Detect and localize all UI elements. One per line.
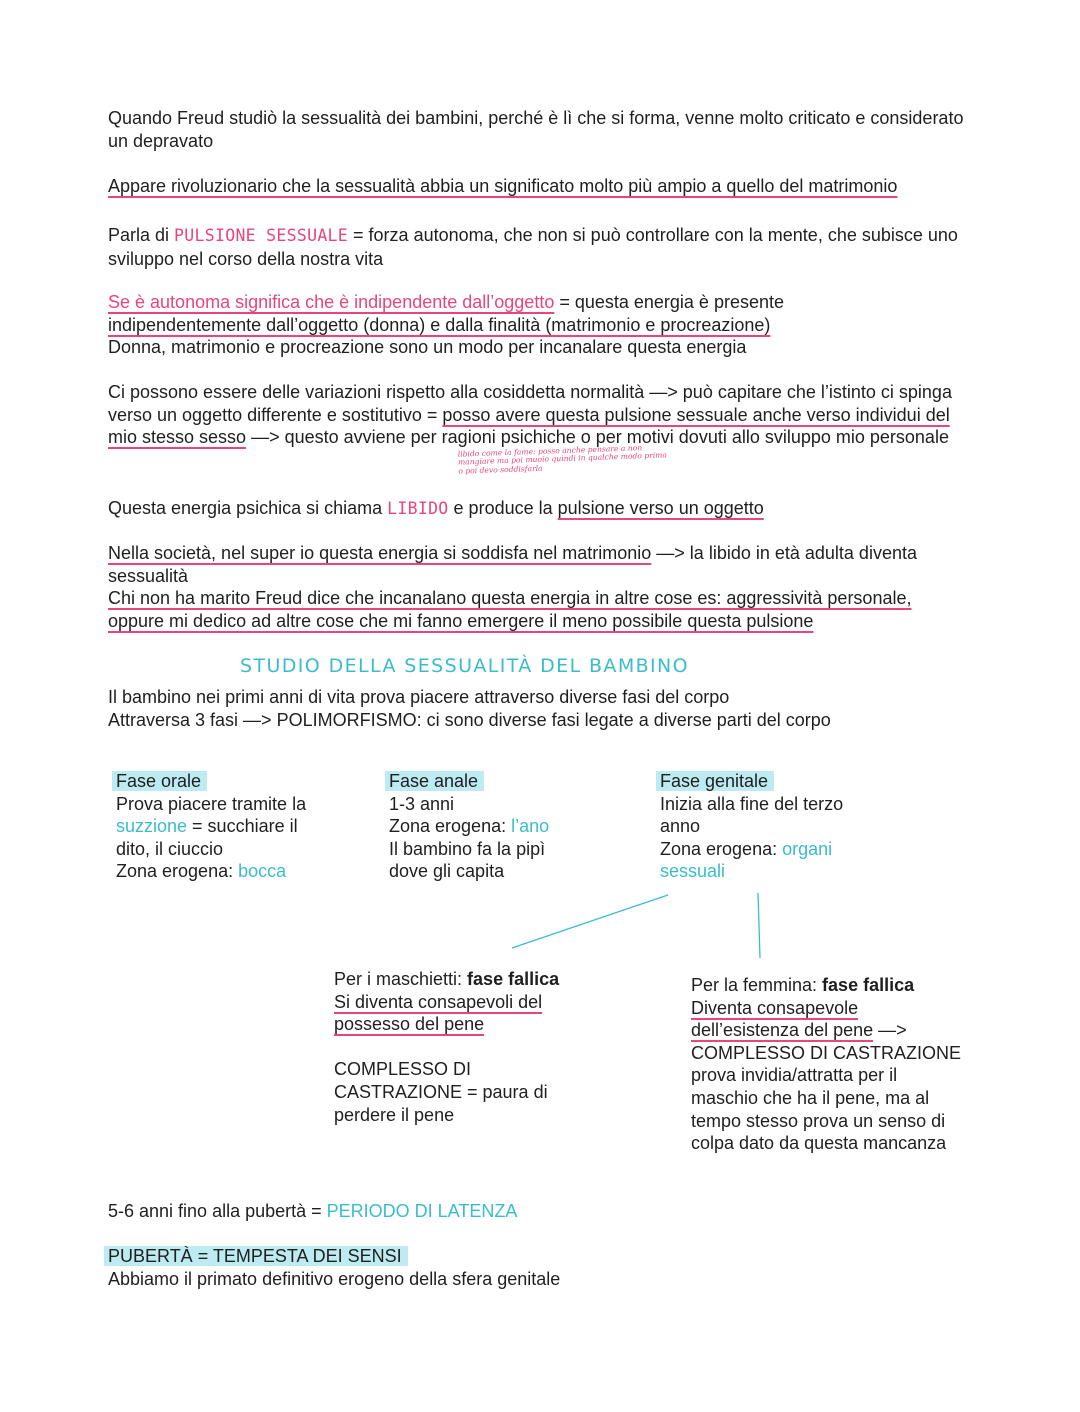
text: Zona erogena: [660, 838, 783, 859]
underlined-text: pulsione verso un oggetto [557, 498, 764, 518]
text: Per la femmina: [691, 975, 823, 995]
text: Questa energia psichica si chiama [108, 498, 388, 518]
handwritten-note: libido come la fame: posso anche pensare a non mangiare ma poi muoio quindi in qualche modo prima o poi devo soddisfarla [457, 443, 668, 476]
underlined-text: indipendentemente dall’oggetto (donna) e dalla finalità (matrimonio e procreazione) [108, 314, 771, 335]
section-heading: STUDIO DELLA SESSUALITÀ DEL BAMBINO [240, 655, 690, 677]
line: Abbiamo il primato definitivo erogeno della sfera genitale [108, 1268, 561, 1289]
connector-line-femmine [758, 893, 760, 958]
text: = questa energia è presente [554, 292, 784, 312]
line [108, 1245, 978, 1268]
line [691, 1019, 981, 1042]
text: —> la libido in età adulta diventa sessualità [108, 543, 917, 586]
bold-term: fase fallica [467, 969, 560, 989]
fase-anale-title: Fase anale [385, 771, 484, 791]
line: Inizia alla fine del terzo [660, 793, 844, 814]
underlined-text: Diventa consapevole [691, 997, 859, 1018]
line: Prova piacere tramite la [116, 793, 307, 814]
text: 5-6 anni fino alla pubertà = [108, 1201, 327, 1221]
text: Zona erogena: [116, 861, 239, 882]
underlined-text: Appare rivoluzionario che la sessualità abbia un significato molto più ampio a quello del matrimonio [108, 176, 898, 196]
line: 1-3 anni [389, 793, 455, 814]
underlined-text: Si diventa consapevoli del [334, 991, 543, 1012]
line [334, 1013, 594, 1036]
line: Donna, matrimonio e procreazione sono un modo per incanalare questa energia [108, 337, 747, 358]
text: Ci possono essere delle variazioni rispetto alla cosiddetta normalità —> può capitare che l’istinto ci spinga verso un oggetto differente e sostitutivo = [108, 382, 952, 425]
underlined-text: posso avere questa pulsione sessuale anche verso individui del mio stesso sesso [108, 404, 950, 448]
fase-orale-title: Fase orale [112, 771, 207, 791]
underlined-text: Chi non ha marito Freud dice che incanalano questa energia in altre cose es: aggressività personale, oppure mi dedico ad altre cose che mi fanno emergere il meno possibile questa pulsione [108, 588, 912, 631]
text: = forza autonoma, che non si può controllare con la mente, che subisce uno sviluppo nel corso della nostra vita [108, 225, 958, 269]
term-pulsione-sessuale: PULSIONE SESSUALE [174, 226, 349, 245]
pink-lead: Se è autonoma significa che è indipendente dall’oggetto [108, 292, 555, 312]
underlined-text: Nella società, nel super io questa energia si soddisfa nel matrimonio [108, 543, 652, 563]
text: —> questo avviene per ragioni psichiche o per motivi dovuti allo sviluppo mio personale [246, 427, 949, 448]
text: = succhiare il [187, 816, 298, 837]
zone-term: bocca [238, 861, 287, 882]
bold-term: fase fallica [822, 975, 915, 995]
line: perdere il pene [334, 1104, 455, 1125]
line: colpa dato da questa mancanza [691, 1133, 947, 1154]
underlined-text: possesso del pene [334, 1014, 485, 1035]
line [334, 991, 594, 1014]
suzione-term: suzzione [116, 816, 188, 837]
line: maschio che ha il pene, ma al [691, 1087, 930, 1108]
zone-term: l’ano [511, 816, 550, 837]
line: dove gli capita [389, 861, 505, 882]
line: Il bambino nei primi anni di vita prova piacere attraverso diverse fasi del corpo [108, 687, 730, 707]
zone-term: organi [782, 838, 833, 859]
line: tempo stesso prova un senso di [691, 1110, 946, 1131]
term-libido: LIBIDO [387, 499, 449, 518]
line: CASTRAZIONE = paura di [334, 1081, 548, 1102]
puberta-title: PUBERTÀ = TEMPESTA DEI SENSI [104, 1246, 408, 1266]
line: COMPLESSO DI [334, 1059, 472, 1080]
line: prova invidia/attratta per il [691, 1065, 898, 1086]
line: anno [660, 816, 701, 837]
paragraph-puberta [108, 1245, 978, 1290]
line: Attraversa 3 fasi —> POLIMORFISMO: ci sono diverse fasi legate a diverse parti del corpo [108, 709, 831, 730]
line: Il bambino fa la pipì [389, 838, 546, 859]
text: —> [873, 1020, 907, 1041]
text: Per i maschietti: [334, 969, 468, 989]
text: Zona erogena: [389, 816, 512, 837]
maschi-block [334, 968, 594, 1126]
line [334, 968, 594, 991]
paragraph-latenza [108, 1200, 978, 1223]
latenza-term: PERIODO DI LATENZA [326, 1201, 518, 1221]
line [691, 974, 981, 997]
connector-line-maschi [512, 895, 668, 948]
line [691, 997, 981, 1020]
femmine-block [691, 974, 981, 1155]
zone-term: sessuali [660, 861, 726, 882]
paragraph-freud-intro: Quando Freud studiò la sessualità dei bambini, perché è lì che si forma, venne molto criticato e considerato un depravato [108, 108, 964, 151]
text: e produce la [448, 498, 558, 518]
line: COMPLESSO DI CASTRAZIONE [691, 1042, 962, 1063]
fase-genitale-title: Fase genitale [656, 771, 774, 791]
line: dito, il ciuccio [116, 838, 224, 859]
underlined-text: dell’esistenza del pene [691, 1020, 874, 1041]
spacer [334, 1036, 594, 1059]
text: Parla di [108, 225, 175, 245]
